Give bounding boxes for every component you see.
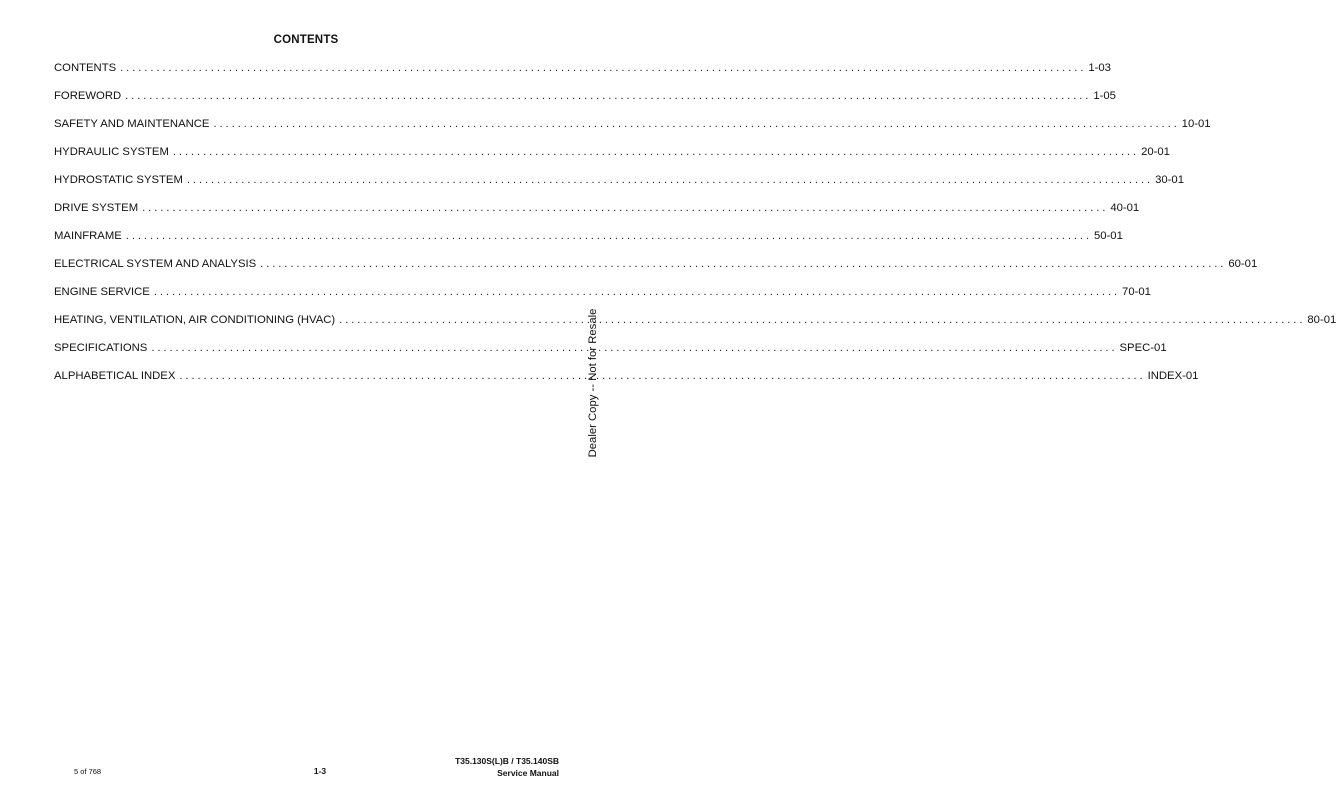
toc-entry-page: 1-05 xyxy=(1093,90,1116,102)
toc-leader-dots: ................................................................................................................................................................ xyxy=(120,62,1087,74)
toc-entry-label: MAINFRAME xyxy=(54,230,122,242)
toc-entry[interactable] xyxy=(54,118,1211,146)
toc-entry-label: HEATING, VENTILATION, AIR CONDITIONING (HVAC) xyxy=(54,314,336,326)
toc-entry-page: 70-01 xyxy=(1122,286,1151,298)
page-number: 1-3 xyxy=(313,766,327,776)
toc-entry-page: INDEX-01 xyxy=(1147,370,1199,382)
toc-entry[interactable] xyxy=(54,90,1116,118)
toc-entry-page: 1-03 xyxy=(1088,62,1111,74)
toc-entry[interactable] xyxy=(54,314,1336,342)
toc-entry-page: 10-01 xyxy=(1181,118,1211,130)
toc-entry-page: 50-01 xyxy=(1093,230,1123,242)
toc-leader-dots: ................................................................................................................................................................ xyxy=(179,370,1146,382)
toc-entry-page: 40-01 xyxy=(1110,202,1140,214)
toc-entry[interactable] xyxy=(54,202,1140,230)
toc-entry-label: ELECTRICAL SYSTEM AND ANALYSIS xyxy=(54,258,257,270)
dealer-copy-watermark: Dealer Copy -- Not for Resale xyxy=(587,308,599,458)
toc-entry[interactable] xyxy=(54,230,1123,258)
pdf-page-count: 5 of 768 xyxy=(74,767,102,776)
toc-entry[interactable] xyxy=(54,342,1167,370)
toc-entry-label: HYDRAULIC SYSTEM xyxy=(54,146,169,158)
manual-name: Service Manual xyxy=(497,768,559,778)
toc-entry-label: ENGINE SERVICE xyxy=(54,286,150,298)
toc-entry-page: 30-01 xyxy=(1155,174,1184,186)
toc-entry-page: SPEC-01 xyxy=(1119,342,1167,354)
toc-entry-label: HYDROSTATIC SYSTEM xyxy=(54,174,183,186)
toc-leader-dots: ................................................................................................................................................................ xyxy=(125,230,1092,242)
toc-leader-dots: ................................................................................................................................................................ xyxy=(142,202,1109,214)
toc-entry[interactable] xyxy=(54,286,1151,314)
toc-leader-dots: ................................................................................................................................................................ xyxy=(213,118,1180,130)
toc-leader-dots: ................................................................................................................................................................ xyxy=(125,90,1092,102)
toc-leader-dots: ................................................................................................................................................................ xyxy=(153,286,1121,298)
model-number: T35.130S(L)B / T35.140SB xyxy=(455,756,559,766)
toc-leader-dots: ................................................................................................................................................................ xyxy=(186,174,1154,186)
footer-model-info xyxy=(455,755,559,779)
toc-leader-dots: ................................................................................................................................................................ xyxy=(151,342,1118,354)
page-title: CONTENTS xyxy=(273,34,339,46)
toc-entry-label: ALPHABETICAL INDEX xyxy=(54,370,176,382)
toc-entry-page: 80-01 xyxy=(1307,314,1336,326)
toc-entry[interactable] xyxy=(54,174,1184,202)
toc-entry[interactable] xyxy=(54,62,1111,90)
toc-entry-page: 20-01 xyxy=(1141,146,1170,158)
toc-entry-label: DRIVE SYSTEM xyxy=(54,202,139,214)
toc-entry[interactable] xyxy=(54,146,1170,174)
toc-leader-dots: ................................................................................................................................................................ xyxy=(339,314,1306,326)
toc-entry-label: FOREWORD xyxy=(54,90,122,102)
toc-leader-dots: ................................................................................................................................................................ xyxy=(260,258,1227,270)
toc-entry-label: SAFETY AND MAINTENANCE xyxy=(54,118,210,130)
toc-entry-page: 60-01 xyxy=(1228,258,1258,270)
toc-entry[interactable] xyxy=(54,258,1258,286)
toc-leader-dots: ................................................................................................................................................................ xyxy=(172,146,1140,158)
toc-entry-label: SPECIFICATIONS xyxy=(54,342,148,354)
toc-entry[interactable] xyxy=(54,370,1199,398)
toc-entry-label: CONTENTS xyxy=(54,62,117,74)
